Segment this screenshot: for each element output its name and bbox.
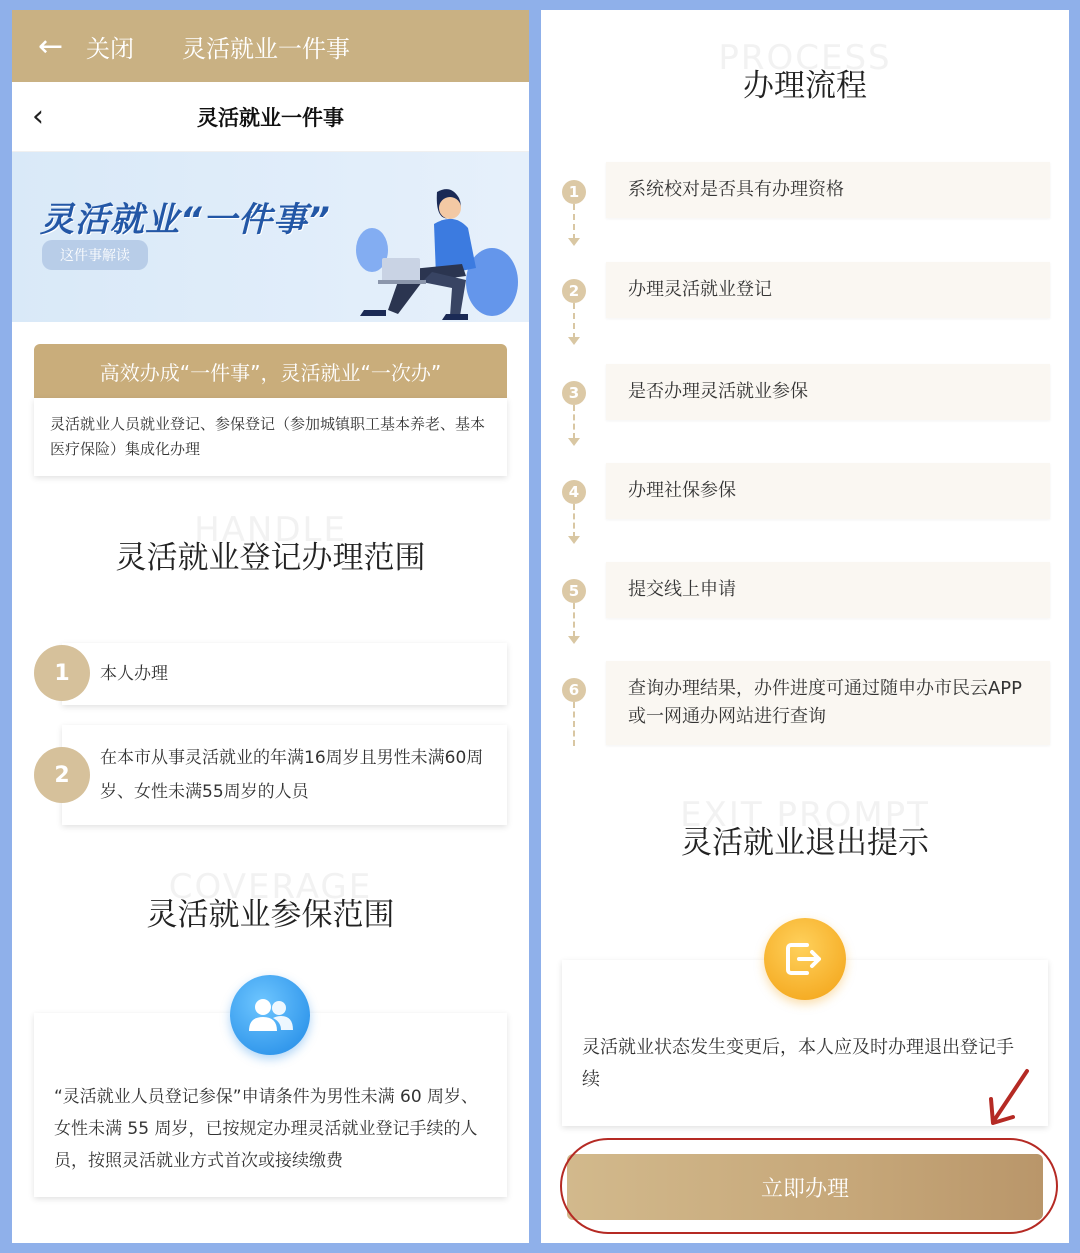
handle-ghost-text: HANDLE bbox=[194, 510, 347, 550]
people-icon bbox=[230, 975, 310, 1055]
feature-description: 灵活就业人员就业登记、参保登记（参加城镇职工基本养老、基本医疗保险）集成化办理 bbox=[34, 398, 507, 476]
back-arrow-icon[interactable]: ← bbox=[38, 28, 64, 64]
list-item bbox=[34, 725, 507, 825]
coverage-ghost-text: COVERAGE bbox=[168, 867, 373, 907]
interpretation-button[interactable]: 这件事解读 bbox=[42, 240, 148, 270]
timeline-line bbox=[573, 204, 575, 240]
left-phone-screen bbox=[12, 10, 529, 1243]
timeline-line bbox=[573, 303, 575, 339]
app-top-bar bbox=[12, 10, 529, 82]
handle-section-title: HANDLE 灵活就业登记办理范围 bbox=[12, 532, 529, 577]
right-phone-screen bbox=[541, 10, 1069, 1243]
exit-section-title: EXIT PROMPT 灵活就业退出提示 bbox=[541, 817, 1069, 862]
timeline-line bbox=[573, 603, 575, 637]
page-nav-bar bbox=[12, 82, 529, 152]
app-title: 灵活就业一件事 bbox=[182, 34, 350, 63]
step-number: 3 bbox=[562, 381, 586, 405]
process-step: 提交线上申请 bbox=[606, 562, 1050, 618]
exit-ghost-text: EXIT PROMPT bbox=[680, 795, 930, 835]
chevron-left-icon[interactable]: ‹ bbox=[32, 99, 44, 134]
arrow-down-icon bbox=[568, 438, 580, 446]
red-arrow-icon bbox=[987, 1067, 1031, 1127]
list-item-text: 本人办理 bbox=[62, 643, 507, 705]
number-badge: 1 bbox=[34, 645, 90, 701]
timeline-line bbox=[573, 405, 575, 439]
coverage-card: “灵活就业人员登记参保”申请条件为男性未满 60 周岁、女性未满 55 周岁，已按规定办理灵活就业登记手续的人员，按照灵活就业方式首次或接续缴费 bbox=[34, 1013, 507, 1197]
page-title: 灵活就业一件事 bbox=[197, 105, 344, 130]
step-number: 5 bbox=[562, 579, 586, 603]
process-ghost-text: PROCESS bbox=[718, 38, 892, 78]
step-number: 2 bbox=[562, 279, 586, 303]
timeline-line bbox=[573, 702, 575, 746]
banner-title: 灵活就业“一件事” bbox=[40, 200, 331, 240]
coverage-section-title: COVERAGE 灵活就业参保范围 bbox=[12, 889, 529, 934]
process-step: 系统校对是否具有办理资格 bbox=[606, 162, 1050, 218]
exit-card: 灵活就业状态发生变更后，本人应及时办理退出登记手续 bbox=[562, 960, 1048, 1126]
person-with-laptop-illustration bbox=[342, 172, 522, 322]
arrow-down-icon bbox=[568, 536, 580, 544]
feature-header: 高效办成“一件事”，灵活就业“一次办” bbox=[34, 344, 507, 398]
arrow-down-icon bbox=[568, 636, 580, 644]
step-number: 6 bbox=[562, 678, 586, 702]
list-item-text: 在本市从事灵活就业的年满16周岁且男性未满60周岁、女性未满55周岁的人员 bbox=[62, 725, 507, 825]
process-section-title: PROCESS 办理流程 bbox=[541, 60, 1069, 105]
list-item bbox=[34, 643, 507, 705]
logout-icon bbox=[764, 918, 846, 1000]
apply-now-button[interactable]: 立即办理 bbox=[567, 1154, 1043, 1220]
process-step: 办理灵活就业登记 bbox=[606, 262, 1050, 318]
step-number: 4 bbox=[562, 480, 586, 504]
arrow-down-icon bbox=[568, 337, 580, 345]
process-step: 是否办理灵活就业参保 bbox=[606, 364, 1050, 420]
arrow-down-icon bbox=[568, 238, 580, 246]
close-button[interactable]: 关闭 bbox=[86, 34, 134, 63]
process-step: 查询办理结果，办件进度可通过随申办市民云APP或一网通办网站进行查询 bbox=[606, 661, 1050, 745]
process-step: 办理社保参保 bbox=[606, 463, 1050, 519]
hero-banner bbox=[12, 152, 529, 322]
step-number: 1 bbox=[562, 180, 586, 204]
number-badge: 2 bbox=[34, 747, 90, 803]
timeline-line bbox=[573, 504, 575, 538]
